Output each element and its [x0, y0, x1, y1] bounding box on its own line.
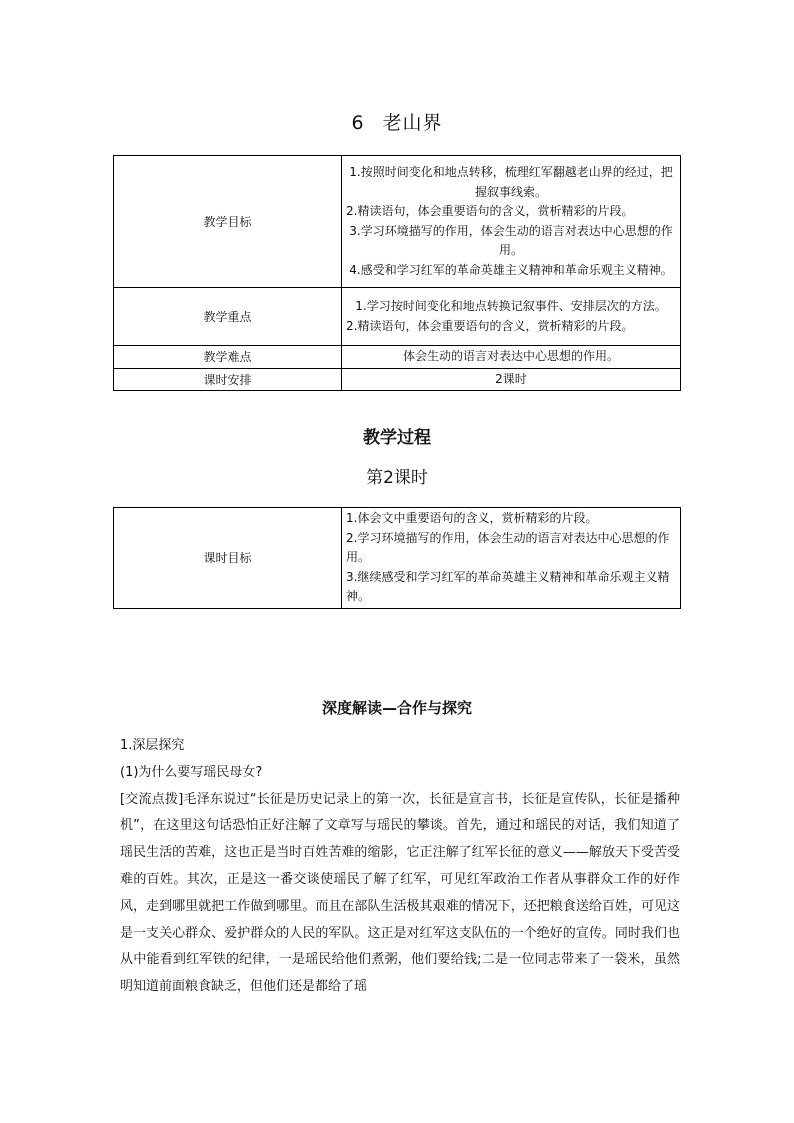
table-row: [114, 368, 681, 391]
table-row: [114, 346, 681, 369]
row-value: 体会生动的语言对表达中心思想的作用。: [342, 346, 681, 369]
row-value: [342, 508, 681, 609]
row-key: 教学难点: [114, 346, 342, 369]
row-value: [342, 156, 681, 288]
list-item: 2.精读语句，体会重要语句的含义，赏析精彩的片段。: [346, 204, 634, 218]
table-row: [114, 156, 681, 288]
list-item: 4.感受和学习红军的革命英雄主义精神和革命乐观主义精神。: [349, 262, 673, 277]
question: (1)为什么要写瑶民母女?: [120, 764, 263, 780]
row-key: 教学目标: [114, 156, 342, 288]
period-heading: 第2课时: [366, 468, 428, 488]
lesson-title: [0, 108, 794, 135]
row-key: 教学重点: [114, 288, 342, 346]
list-item: 3.学习环境描写的作用，体会生动的语言对表达中心思想的作用。: [349, 223, 673, 257]
lesson-number: 6: [351, 112, 365, 134]
table-row: [114, 288, 681, 346]
row-key: 课时安排: [114, 368, 342, 391]
list-item: 1.体会文中重要语句的含义，赏析精彩的片段。: [346, 511, 598, 525]
lesson-name: 老山界: [382, 112, 443, 134]
list-item: 1.学习按时间变化和地点转换记叙事件、安排层次的方法。: [355, 299, 667, 313]
process-heading: 教学过程: [363, 428, 431, 448]
list-item: 2.学习环境描写的作用，体会生动的语言对表达中心思想的作用。: [346, 530, 670, 564]
lesson-info-table: [113, 155, 681, 391]
row-value: 2课时: [342, 368, 681, 391]
row-value: [342, 288, 681, 346]
period-goal-table: [113, 507, 681, 609]
answer-paragraph: [交流点拨]毛泽东说过“长征是历史记录上的第一次，长征是宣言书，长征是宣传队，长征是播种机”，在这里这句话恐怕正好注解了文章写与瑶民的攀谈。首先，通过和瑶民的对话，我们知道了瑶民生活的苦难，这也正是当时百姓苦难的缩影，它正注解了红军长征的意义——解放天下受苦受难的百姓。其次，正是这一番交谈使瑶民了解了红军，可见红军政治工作者从事群众工作的好作风，走到哪里就把工作做到哪里。而且在部队生活极其艰难的情况下，还把粮食送给百姓，可见这是一支关心群众、爱护群众的人民的军队。这正是对红军这支队伍的一个绝好的宣传。同时我们也从中能看到红军铁的纪律，一是瑶民给他们煮粥，他们要给钱;二是一位同志带来了一袋米，虽然明知道前面粮食缺乏，但他们还是都给了瑶: [120, 791, 680, 995]
section-heading: 深度解读—合作与探究: [321, 699, 472, 717]
body-text: [120, 733, 680, 1001]
row-key: 课时目标: [114, 508, 342, 609]
list-item: 1.按照时间变化和地点转移，梳理红军翻越老山界的经过，把握叙事线索。: [349, 165, 673, 199]
list-item: 2.精读语句，体会重要语句的含义，赏析精彩的片段。: [346, 318, 634, 333]
table-row: [114, 508, 681, 609]
subsection-title: 1.深层探究: [120, 738, 185, 753]
list-item: 3.继续感受和学习红军的革命英雄主义精神和革命乐观主义精神。: [346, 569, 670, 603]
